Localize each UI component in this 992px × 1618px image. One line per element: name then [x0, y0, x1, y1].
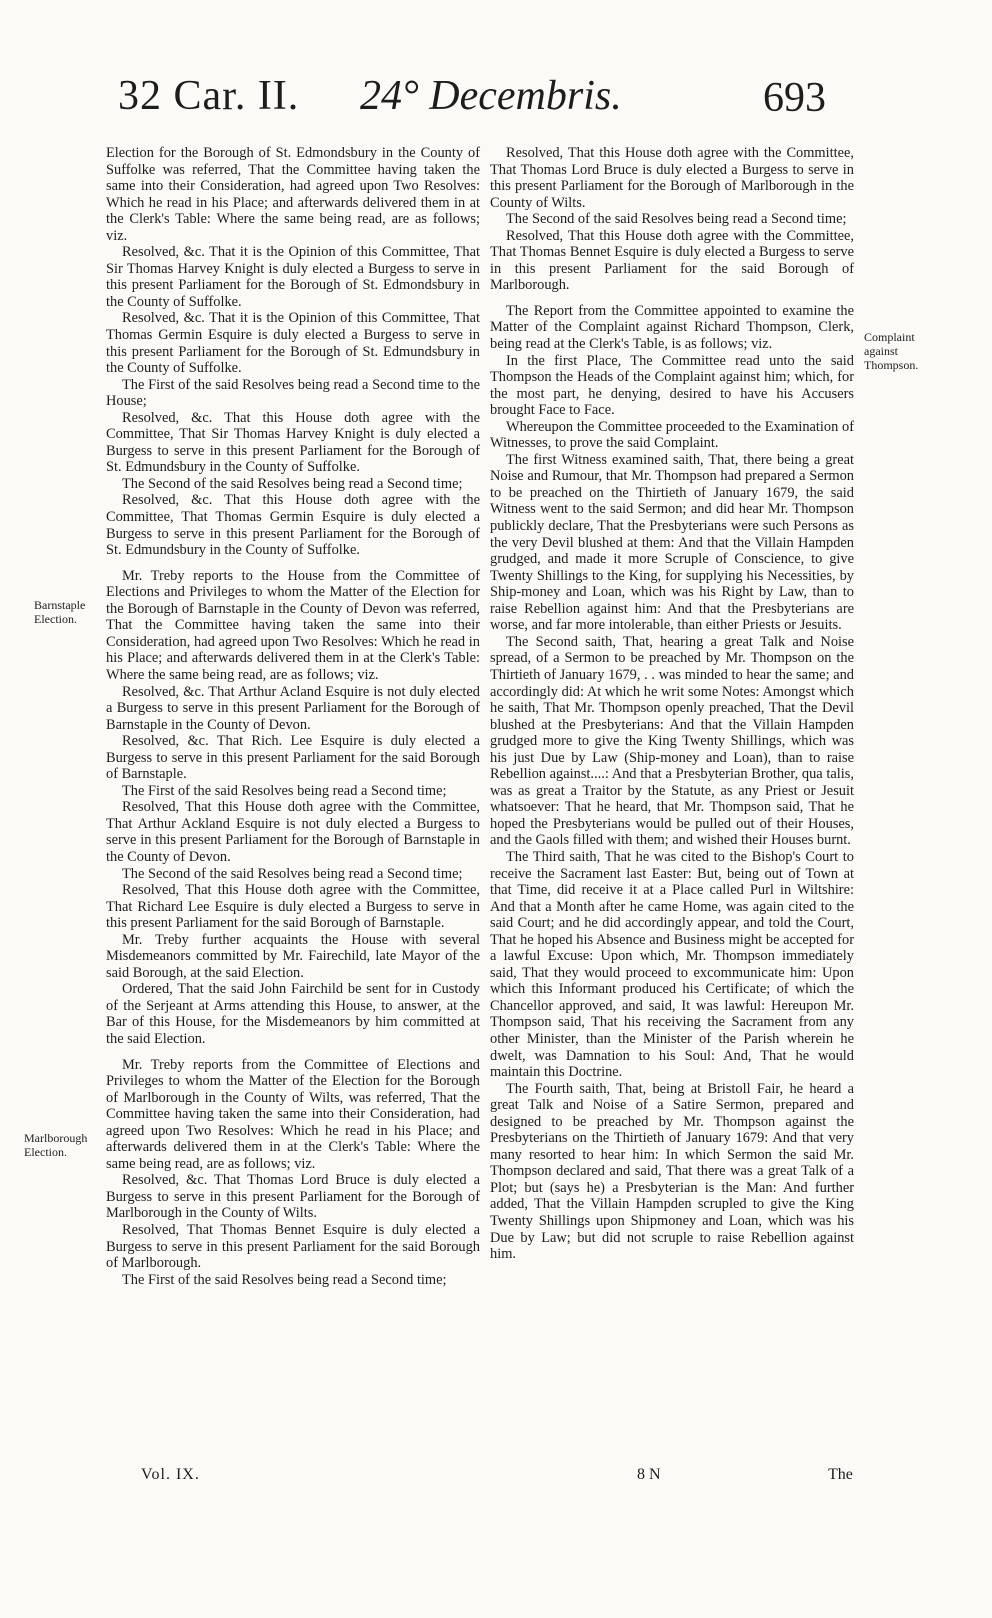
paragraph: Mr. Treby reports from the Committee of Elections and Privileges to whom the Matter of the Election for the Borough of Marlborough in the County of Wilts, was referred, That the Committee having taken the same into their Consideration, had agreed upon Two Resolves: Which he read in his Place; and afterwards delivered them in at the Clerk's Table: Where the same being read, are as follows; viz.	[106, 1056, 480, 1172]
paragraph: The Report from the Committee appointed to examine the Matter of the Complaint against Richard Thompson, Clerk, being read at the Clerk's Table, is as follows; viz.	[490, 302, 854, 353]
paragraph: Resolved, &c. That it is the Opinion of this Committee, That Thomas Germin Esquire is duly elected a Burgess to serve in this present Parliament for the Borough of St. Edmundsbury in the County of Suffolke.	[106, 310, 480, 377]
paragraph: The Second of the said Resolves being read a Second time;	[122, 475, 463, 492]
paragraph: The Third saith, That he was cited to the Bishop's Court to receive the Sacrament last Easter: But, being out of Town at that Time, did receive it at a Place called Purl in Wiltshire: And that a Month after he came Home, was again cited to the said Court; and he did accordingly appear, and told the Court, That he hoped his Absence and Business might be accepted for a lawful Excuse: Upon which, Mr. Thompson immediately said, That they would proceed to excommunicate him: Upon which this Informant produced his Certificate; of which the Chancellor approved, and said, It was lawful: Hereupon Mr. Thompson said, That his receiving the Sacrament from any other Minister, than the Minister of the Parish wherein he dwelt, was Damnation to his Soul: And, That he would maintain this Doctrine.	[490, 848, 854, 1081]
paragraph: The First of the said Resolves being read a Second time;	[122, 1271, 447, 1288]
paragraph: Resolved, That this House doth agree with the Committee, That Arthur Ackland Esquire is not duly elected a Burgess to serve in this present Parliament for the Borough of Barnstaple in the County of Devon.	[106, 799, 480, 865]
paragraph: Election for the Borough of St. Edmondsbury in the County of Suffolke was referred, That the Committee having taken the same into their Consideration, had agreed upon Two Resolves: Which he read in his Place; and afterwards delivered them in at the Clerk's Table: Where the same being read, are as follows; viz.	[106, 145, 480, 244]
paragraph: Resolved, &c. That it is the Opinion of this Committee, That Sir Thomas Harvey Knight is duly elected a Burgess to serve in this present Parliament for the Borough of St. Edmondsbury in the County of Suffolke.	[106, 244, 480, 310]
paragraph: Ordered, That the said John Fairchild be sent for in Custody of the Serjeant at Arms attending this House, to answer, at the Bar of this House, for the Misdemeanors by him committed at the said Election.	[106, 981, 480, 1047]
page-header	[0, 72, 992, 132]
paragraph: Whereupon the Committee proceeded to the Examination of Witnesses, to prove the said Complaint.	[490, 418, 854, 452]
paragraph: The Second saith, That, hearing a great Talk and Noise spread, of a Sermon to be preached by Mr. Thompson on the Thirtieth of January 1679, . . was minded to hear the same; and accordingly did: At which he writ some Notes: Amongst which he saith, That Mr. Thompson openly preached, That the Devil blushed at the Presbyterians: And that the Villain Hampden grudged more to give the King Twenty Shillings, which was his just Due by Law (Ship-money and Loan), than to raise Rebellion against....: And that a Presbyterian Brother, qua talis, was as great a Traitor by the Statute, as any Priest or Jesuit whatsoever: That he heard, that Mr. Thompson said, That he hoped the Presbyterians would be pulled out of their Houses, and the Gaols filled with them; and wished their Houses burnt.	[490, 633, 854, 849]
paragraph: The First of the said Resolves being read a Second time;	[122, 782, 447, 799]
page-number: 693	[763, 75, 826, 121]
right-column	[490, 145, 854, 1263]
paragraph: The first Witness examined saith, That, there being a great Noise and Rumour, that Mr. Thompson had prepared a Sermon to be preached on the Thirtieth of January 1679, the said Witness went to the said Sermon; and did hear Mr. Thompson publickly declare, That the Presbyterians were such Persons as the very Devil blushed at them: And that the Villain Hampden grudged, and made it more Scruple of Conscience, to give Twenty Shillings to the King, for supplying his Necessities, by Ship-money and Loan, which was his Right by Law, than to raise Rebellion against him: And that the Presbyterians are worse, and far more intolerable, than either Priests or Jesuits.	[490, 451, 854, 634]
paragraph: Resolved, &c. That Thomas Lord Bruce is duly elected a Burgess to serve in this present Parliament for the Borough of Marlborough in the County of Wilts.	[106, 1172, 480, 1222]
margin-note-thompson: Complaint against Thompson.	[864, 330, 919, 372]
paragraph: Resolved, That this House doth agree with the Committee, That Thomas Bennet Esquire is duly elected a Burgess to serve in this present Parliament for the said Borough of Marlborough.	[490, 227, 854, 294]
paragraph: Resolved, That this House doth agree with the Committee, That Thomas Lord Bruce is duly elected a Burgess to serve in this present Parliament for the Borough of Marlborough in the County of Wilts.	[490, 145, 854, 211]
catchword: The	[828, 1466, 853, 1483]
paragraph: Resolved, That this House doth agree with the Committee, That Richard Lee Esquire is duly elected a Burgess to serve in this present Parliament for the said Borough of Barnstaple.	[106, 882, 480, 932]
regnal-year: 32 Car. II.	[118, 73, 300, 119]
margin-note-barnstaple: Barnstaple Election.	[34, 598, 86, 626]
paragraph: The Second of the said Resolves being read a Second time;	[122, 865, 463, 882]
paragraph: Resolved, &c. That Arthur Acland Esquire is not duly elected a Burgess to serve in this present Parliament for the Borough of Barnstaple in the County of Devon.	[106, 683, 480, 733]
paragraph: Resolved, &c. That this House doth agree with the Committee, That Thomas Germin Esquire is duly elected a Burgess to serve in this present Parliament for the Borough of St. Edmundsbury in the County of Suffolke.	[106, 492, 480, 559]
paragraph: Resolved, &c. That Rich. Lee Esquire is duly elected a Burgess to serve in this present Parliament for the said Borough of Barnstaple.	[106, 733, 480, 783]
margin-note-marlborough: Marlborough Election.	[24, 1131, 88, 1159]
paragraph: The Second of the said Resolves being read a Second time;	[506, 211, 847, 228]
paragraph: The First of the said Resolves being read a Second time to the House;	[106, 376, 480, 410]
paragraph: In the first Place, The Committee read unto the said Thompson the Heads of the Complaint against him; which, for the most part, he denying, desired to have his Accusers brought Face to Face.	[490, 352, 854, 419]
volume-label: Vol. IX.	[141, 1466, 200, 1483]
paragraph: Resolved, &c. That this House doth agree with the Committee, That Sir Thomas Harvey Knight is duly elected a Burgess to serve in this present Parliament for the Borough of St. Edmundsbury in the County of Suffolke.	[106, 409, 480, 476]
paragraph: The Fourth saith, That, being at Bristoll Fair, he heard a great Talk and Noise of a Satire Sermon, prepared and designed to be preached by Mr. Thompson against the Presbyterians on the Thirtieth of January 1679: And that very many resorted to hear him: In which Sermon the said Mr. Thompson declared and said, That there was a great Talk of a Plot; but (says he) a Presbyterian is the Man: And further added, That the Villain Hampden scrupled to give the King Twenty Shillings upon Shipmoney and Loan, which was his Due by Law; but did not scruple to raise Rebellion against him.	[490, 1080, 854, 1263]
paragraph: Mr. Treby further acquaints the House with several Misdemeanors committed by Mr. Fairechild, late Mayor of the said Borough, at the said Election.	[106, 931, 480, 981]
paragraph: Mr. Treby reports to the House from the Committee of Elections and Privileges to whom the Matter of the Election for the Borough of Barnstaple in the County of Devon was referred, That the Committee having taken the same into their Consideration, had agreed upon Two Resolves: Which he read in his Place; and afterwards delivered them in at the Clerk's Table: Where the same being read, are as follows; viz.	[106, 567, 480, 683]
date-heading: 24° Decembris.	[360, 73, 622, 119]
paragraph: Resolved, That Thomas Bennet Esquire is duly elected a Burgess to serve in this present Parliament for the said Borough of Marlborough.	[106, 1222, 480, 1272]
signature-mark: 8 N	[637, 1466, 661, 1483]
left-column	[106, 145, 480, 1288]
